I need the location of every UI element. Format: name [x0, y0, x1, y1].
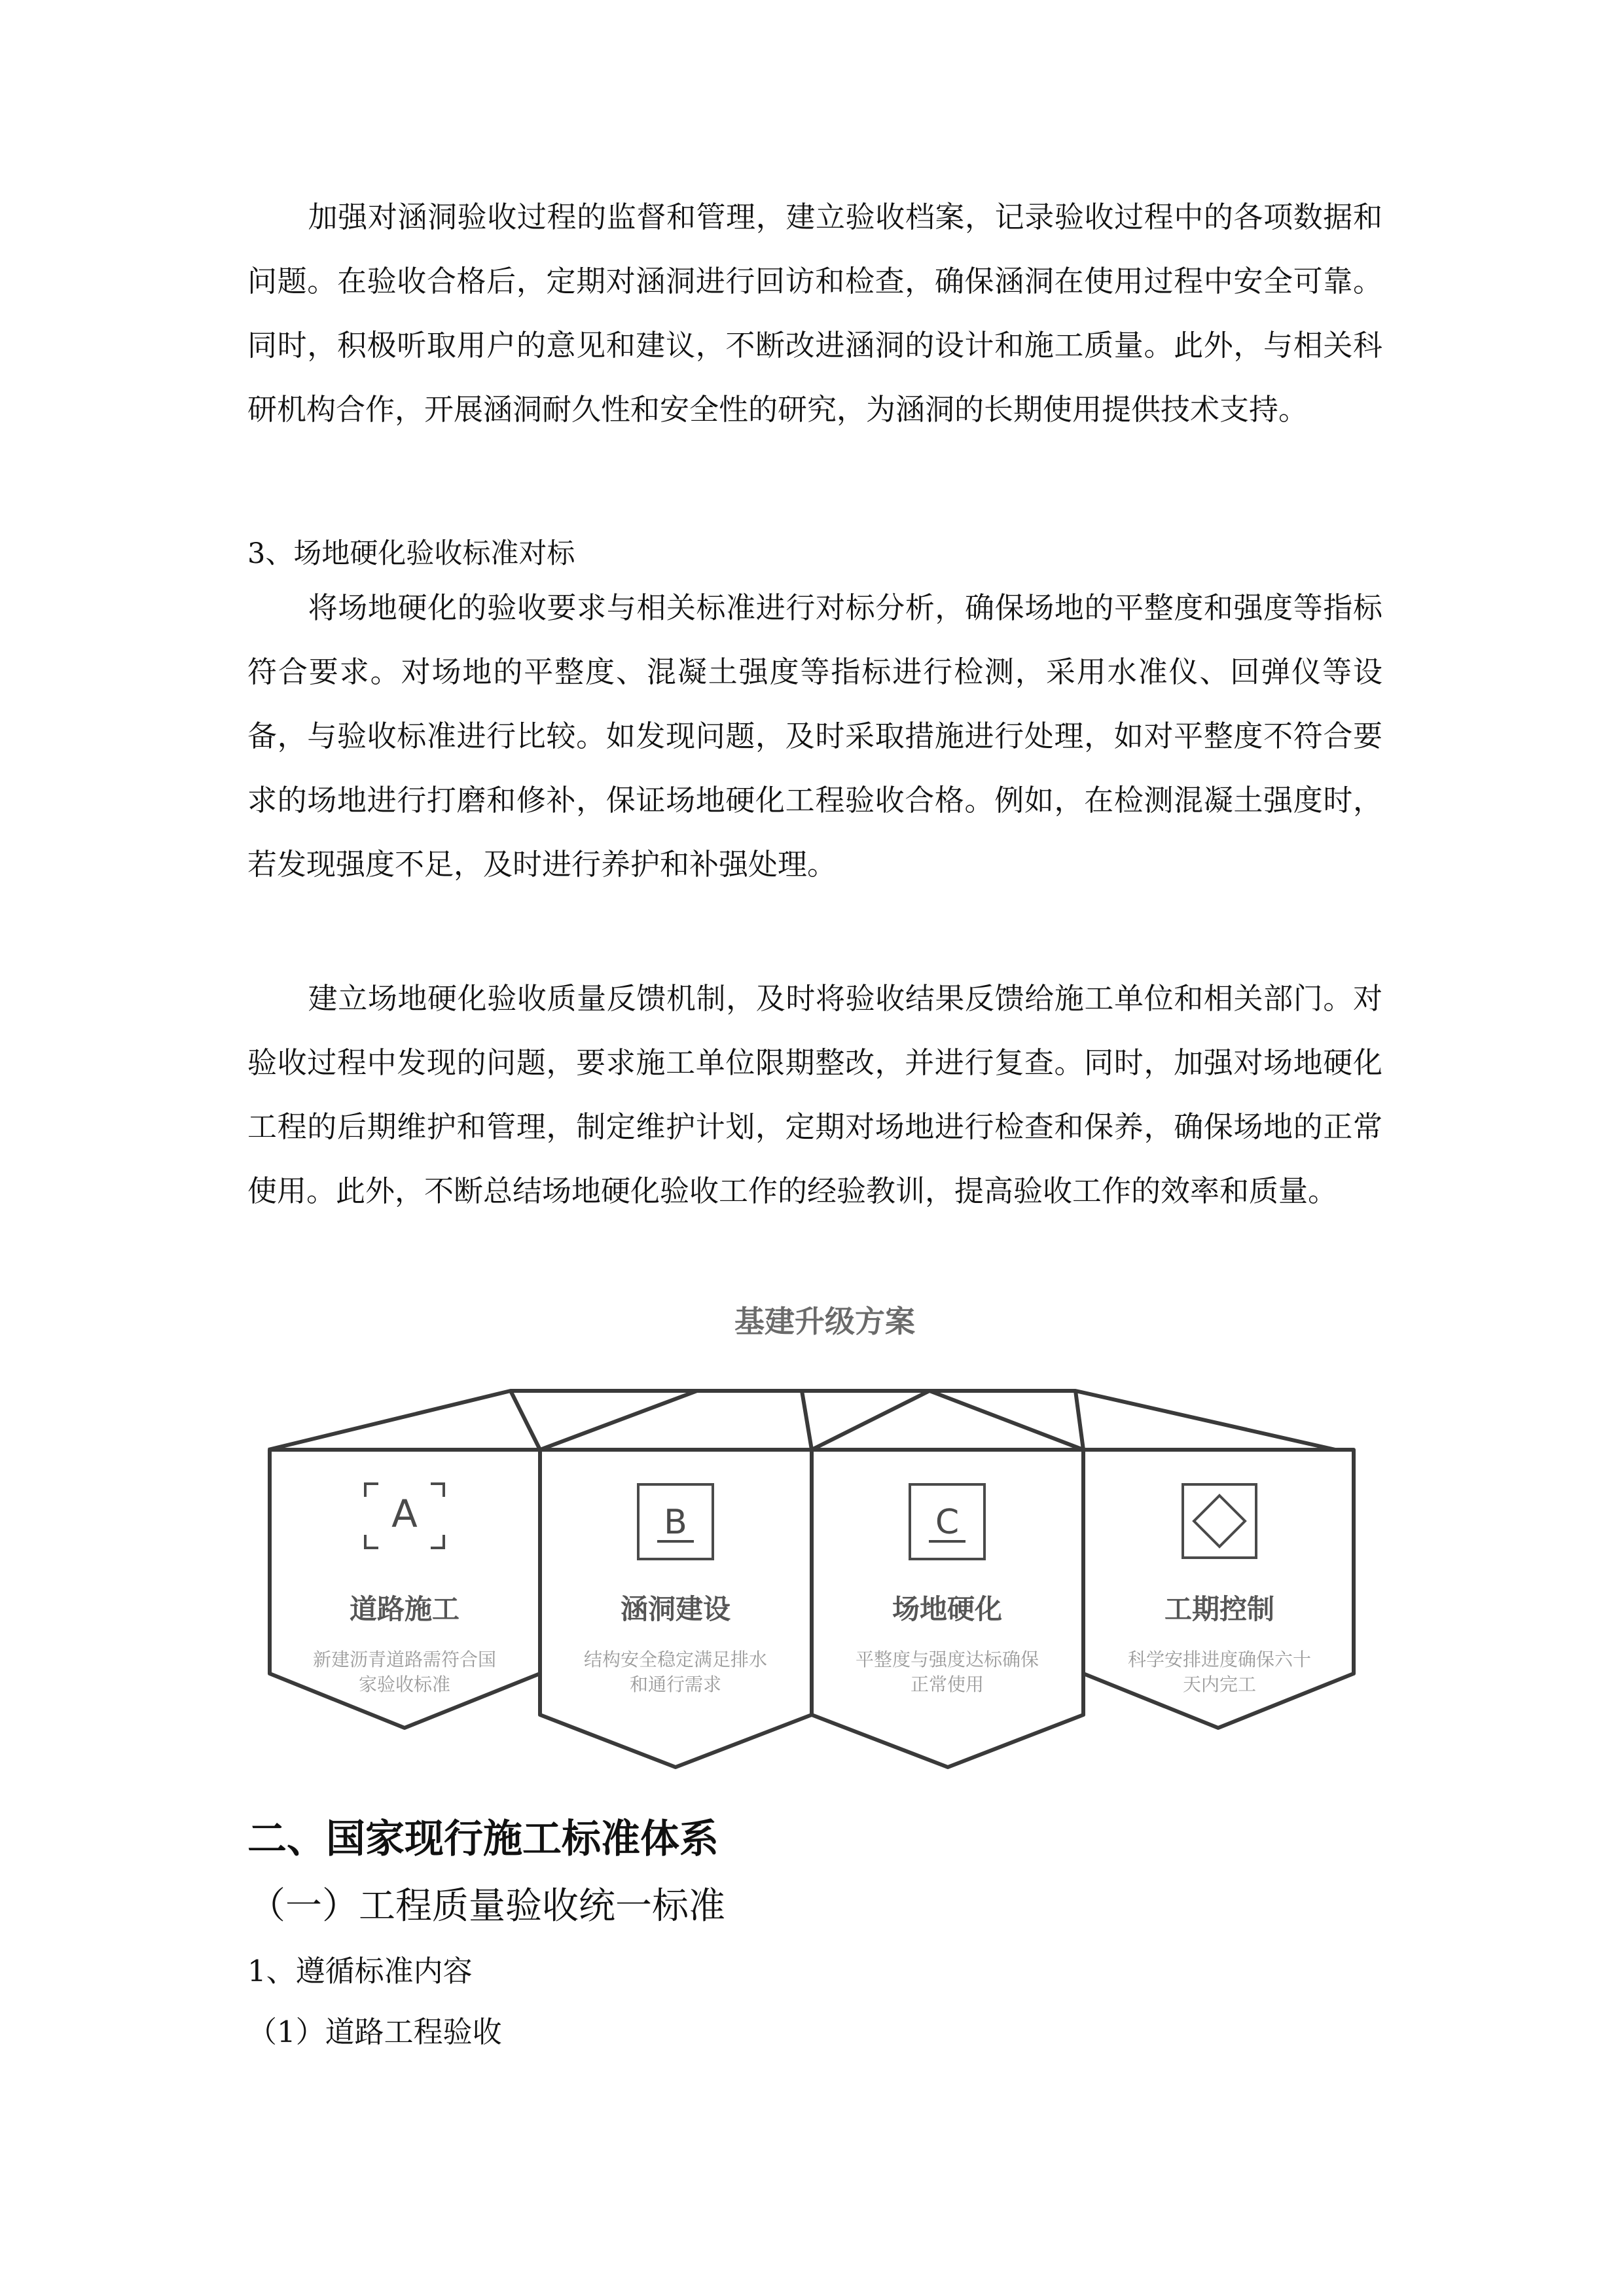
- item-1-heading: 1、遵循标准内容: [247, 1954, 473, 1988]
- card-title-road: 道路施工: [349, 1593, 460, 1625]
- svg-text:B: B: [664, 1503, 687, 1542]
- paragraph-culvert-acceptance: 加强对涵洞验收过程的监督和管理，建立验收档案，记录验收过程中的各项数据和问题。在验收合格后，定期对涵洞进行回访和检查，确保涵洞在使用过程中安全可靠。同时，积极听取用户的意见和建议，不断改进涵洞的设计和施工质量。此外，与相关科研机构合作，开展涵洞耐久性和安全性的研究，为涵洞的长期使用提供技术支持。: [247, 200, 1382, 427]
- diagram-title: 基建升级方案: [734, 1304, 915, 1339]
- card-desc-site-line2: 正常使用: [910, 1674, 984, 1695]
- section-3-heading: 3、场地硬化验收标准对标: [247, 537, 575, 570]
- svg-text:A: A: [391, 1492, 418, 1536]
- card-desc-site-line1: 平整度与强度达标确保: [855, 1649, 1039, 1670]
- letter-b-icon: [638, 1484, 713, 1559]
- paragraph-site-hardening-benchmark: 将场地硬化的验收要求与相关标准进行对标分析，确保场地的平整度和强度等指标符合要求。对场地的平整度、混凝土强度等指标进行检测，采用水准仪、回弹仪等设备，与验收标准进行比较。如发现问题，及时采取措施进行处理，如对平整度不符合要求的场地进行打磨和修补，保证场地硬化工程验收合格。例如，在检测混凝土强度时，若发现强度不足，及时进行养护和补强处理。: [247, 590, 1382, 882]
- card-desc-schedule-line1: 科学安排进度确保六十: [1127, 1649, 1312, 1670]
- card-desc-culvert-line2: 和通行需求: [629, 1674, 722, 1695]
- card-title-site-hardening: 场地硬化: [892, 1593, 1003, 1625]
- item-1-1-heading: （1）道路工程验收: [247, 2015, 502, 2049]
- diagram-roof: [268, 1391, 1335, 1450]
- svg-text:C: C: [935, 1503, 960, 1542]
- section-2-heading: 二、国家现行施工标准体系: [247, 1816, 719, 1862]
- section-2-subheading: （一）工程质量验收统一标准: [249, 1885, 725, 1928]
- card-title-culvert: 涵洞建设: [620, 1593, 731, 1625]
- letter-a-icon: [365, 1484, 444, 1548]
- card-desc-schedule-line2: 天内完工: [1182, 1674, 1257, 1695]
- card-desc-road-line1: 新建沥青道路需符合国: [312, 1649, 497, 1670]
- diamond-icon: [1183, 1484, 1256, 1558]
- paragraph-feedback-mechanism: 建立场地硬化验收质量反馈机制，及时将验收结果反馈给施工单位和相关部门。对验收过程中发现的问题，要求施工单位限期整改，并进行复查。同时，加强对场地硬化工程的后期维护和管理，制定维护计划，定期对场地进行检查和保养，确保场地的正常使用。此外，不断总结场地硬化验收工作的经验教训，提高验收工作的效率和质量。: [247, 981, 1382, 1208]
- letter-c-icon: [910, 1484, 984, 1559]
- infrastructure-upgrade-diagram: [262, 1299, 1388, 1777]
- card-desc-road-line2: 家验收标准: [358, 1674, 451, 1695]
- card-desc-culvert-line1: 结构安全稳定满足排水: [583, 1649, 768, 1670]
- card-title-schedule: 工期控制: [1164, 1593, 1275, 1625]
